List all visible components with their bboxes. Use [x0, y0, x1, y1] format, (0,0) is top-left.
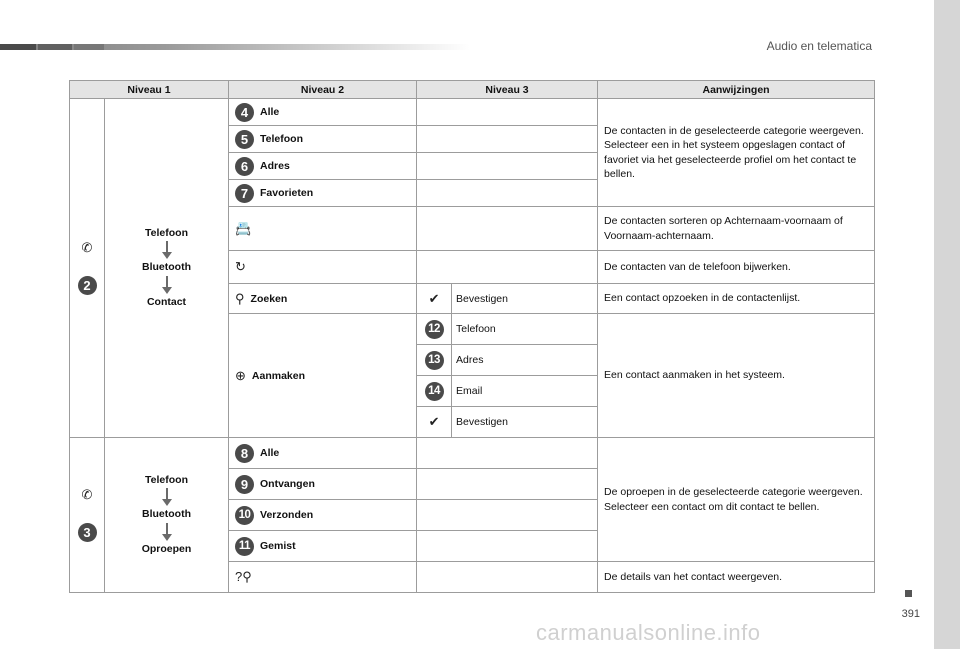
level2-item — [229, 99, 417, 126]
level3-number-cell — [417, 376, 452, 407]
level2-cell-calls — [105, 438, 229, 593]
level2-item — [229, 500, 417, 531]
menu-label: Alle — [260, 106, 280, 118]
down-arrow-icon — [162, 487, 172, 508]
chain-step: Bluetooth — [142, 261, 191, 274]
page-corner-mark — [905, 590, 912, 597]
chain-step: Bluetooth — [142, 508, 191, 521]
callout-number: 10 — [235, 506, 254, 525]
table-header-row — [70, 81, 875, 99]
section-title: Audio en telematica — [766, 39, 872, 53]
chain-step: Contact — [146, 295, 187, 308]
callout-number: 11 — [235, 537, 254, 556]
page-side-strip — [934, 0, 960, 649]
callout-number: 5 — [235, 130, 254, 149]
menu-label: Ontvangen — [260, 478, 315, 490]
watermark: carmanualsonline.info — [536, 620, 761, 645]
callout-number: 4 — [235, 103, 254, 122]
level3-empty — [417, 469, 598, 500]
check-icon: ✔ — [428, 290, 440, 306]
refresh-icon: ↻ — [235, 259, 246, 274]
chain-step: Telefoon — [145, 227, 188, 240]
menu-table — [69, 80, 875, 593]
callout-number: 14 — [425, 382, 444, 401]
menu-label: Alle — [260, 447, 280, 459]
level2-item — [229, 562, 417, 593]
contact-details-icon: ?⚲ — [235, 569, 252, 584]
level2-item — [229, 531, 417, 562]
down-arrow-icon — [162, 275, 172, 296]
chain-step: Telefoon — [145, 474, 188, 487]
phone-icon: ✆ — [81, 240, 93, 255]
level3-label: Telefoon — [452, 314, 598, 345]
col-header-niveau-1: Niveau 1 — [70, 81, 229, 99]
callout-number: 8 — [235, 444, 254, 463]
level2-item — [229, 469, 417, 500]
level3-empty — [417, 99, 598, 126]
description: De contacten sorteren op Achternaam-voornaam of Voornaam-achternaam. — [598, 207, 875, 251]
menu-label: Aanmaken — [251, 369, 306, 382]
callout-number: 3 — [78, 523, 97, 542]
callout-number: 6 — [235, 157, 254, 176]
col-header-aanwijzingen: Aanwijzingen — [598, 81, 875, 99]
level3-empty — [417, 562, 598, 593]
level2-item — [229, 180, 417, 207]
search-icon: ⚲ — [235, 291, 245, 306]
col-header-niveau-2: Niveau 2 — [229, 81, 417, 99]
menu-label: Telefoon — [260, 133, 303, 145]
description: Een contact aanmaken in het systeem. — [598, 314, 875, 438]
level3-empty — [417, 438, 598, 469]
description: De details van het contact weergeven. — [598, 562, 875, 593]
level2-item — [229, 314, 417, 438]
level3-empty — [417, 531, 598, 562]
description: De contacten van de telefoon bijwerken. — [598, 251, 875, 284]
level1-cell-calls — [70, 438, 105, 593]
level3-empty — [417, 153, 598, 180]
menu-label: Favorieten — [260, 187, 314, 199]
menu-label: Verzonden — [260, 509, 314, 521]
down-arrow-icon — [162, 240, 172, 261]
level2-item — [229, 153, 417, 180]
check-icon: ✔ — [428, 414, 440, 429]
description: Een contact opzoeken in de contactenlijst. — [598, 284, 875, 314]
level2-item — [229, 284, 417, 314]
level3-label: Bevestigen — [452, 284, 598, 314]
callout-number: 2 — [78, 276, 97, 295]
callout-number: 13 — [425, 351, 444, 370]
level2-item — [229, 438, 417, 469]
level1-cell-contacts — [70, 99, 105, 438]
level3-icon-cell — [417, 407, 452, 438]
menu-label: Zoeken — [250, 292, 288, 305]
level3-label: Email — [452, 376, 598, 407]
level3-label: Adres — [452, 345, 598, 376]
menu-label: Adres — [260, 160, 290, 172]
level3-number-cell — [417, 314, 452, 345]
page-number: 391 — [901, 608, 920, 620]
table-row — [70, 99, 875, 126]
callout-number: 12 — [425, 320, 444, 339]
description: De oproepen in de geselecteerde categorie weergeven. Selecteer een contact om dit contact te bellen. — [598, 438, 875, 562]
level2-item — [229, 251, 417, 284]
level3-icon-cell — [417, 284, 452, 314]
add-icon: ⊕ — [235, 368, 246, 383]
level2-item — [229, 207, 417, 251]
phone-icon: ✆ — [81, 487, 93, 502]
level2-item — [229, 126, 417, 153]
level3-empty — [417, 207, 598, 251]
menu-label: Gemist — [260, 540, 296, 552]
level3-number-cell — [417, 345, 452, 376]
description: De contacten in de geselecteerde categorie weergeven. Selecteer een in het systeem opgeslagen contact of favoriet via het geselecteerde profiel om het contact te bellen. — [598, 99, 875, 207]
level3-label: Bevestigen — [452, 407, 598, 438]
level3-empty — [417, 180, 598, 207]
down-arrow-icon — [162, 522, 172, 543]
table-row — [70, 438, 875, 469]
col-header-niveau-3: Niveau 3 — [417, 81, 598, 99]
level2-cell-contacts — [105, 99, 229, 438]
level3-empty — [417, 126, 598, 153]
contact-card-icon: 📇 — [235, 220, 252, 236]
callout-number: 9 — [235, 475, 254, 494]
chain-step: Oproepen — [141, 542, 192, 555]
callout-number: 7 — [235, 184, 254, 203]
level3-empty — [417, 500, 598, 531]
level3-empty — [417, 251, 598, 284]
header-rule — [0, 44, 470, 50]
